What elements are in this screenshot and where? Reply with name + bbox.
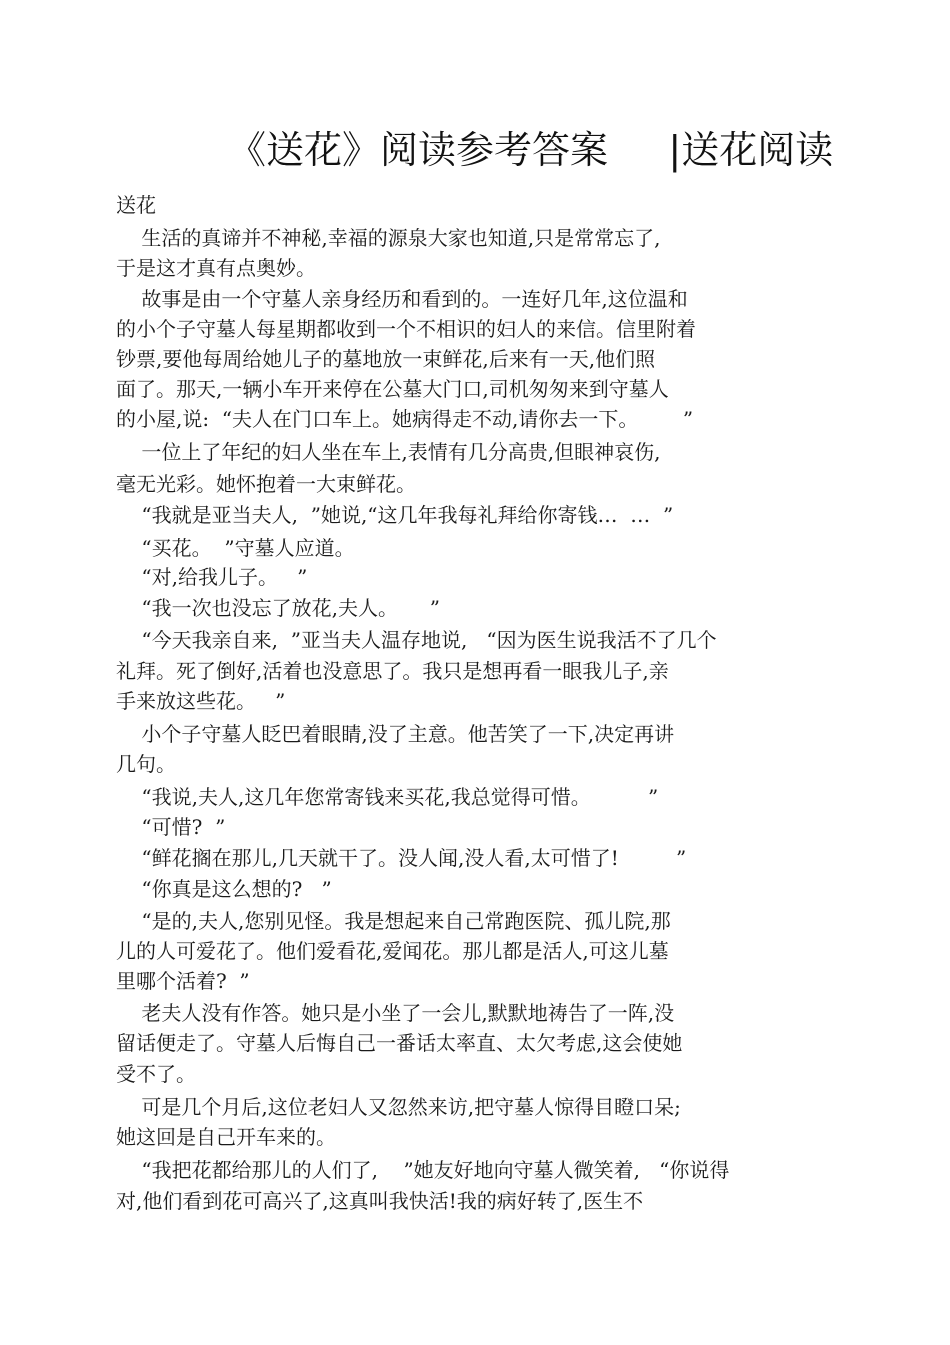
text-line: 于是这才真有点奥妙。: [116, 256, 316, 280]
text-line: 故事是由一个守墓人亲身经历和看到的。一连好几年,这位温和: [116, 287, 688, 311]
text-line: 几句。: [116, 752, 176, 776]
text-line: 她这回是自己开车来的。: [116, 1125, 336, 1149]
text-line: 的小个子守墓人每星期都收到一个不相识的妇人的来信。信里附着: [116, 317, 696, 341]
text-line: 里哪个活着? ”: [116, 969, 250, 993]
document-title: 《送花》阅读参考答案 |送花阅读: [228, 128, 834, 172]
text-line: 钞票,要他每周给她儿子的墓地放一束鲜花,后来有一天,他们照: [116, 347, 656, 371]
text-line: 手来放这些花。 ”: [116, 689, 286, 713]
text-line: “今天我亲自来, ”亚当夫人温存地说, “因为医生说我活不了几个: [116, 628, 717, 652]
text-line: “我把花都给那儿的人们了, ”她友好地向守墓人微笑着, “你说得: [116, 1158, 730, 1182]
text-line: 老夫人没有作答。她只是小坐了一会儿,默默地祷告了一阵,没: [116, 1001, 675, 1025]
text-line: 可是几个月后,这位老妇人又忽然来访,把守墓人惊得目瞪口呆;: [116, 1095, 681, 1119]
text-line: 留话便走了。守墓人后悔自己一番话太率直、太欠考虑,这会使她: [116, 1031, 683, 1055]
text-line: 送花: [116, 193, 156, 217]
text-line: 礼拜。死了倒好,活着也没意思了。我只是想再看一眼我儿子,亲: [116, 659, 669, 683]
text-line: 的小屋,说: “夫人在门口车上。她病得走不动,请你去一下。 ”: [116, 407, 694, 431]
text-line: “是的,夫人,您别见怪。我是想起来自己常跑医院、孤儿院,那: [116, 909, 671, 933]
text-line: “买花。 ”守墓人应道。: [116, 536, 355, 560]
text-line: “我一次也没忘了放花,夫人。 ”: [116, 596, 441, 620]
text-line: 面了。那天,一辆小车开来停在公墓大门口,司机匆匆来到守墓人: [116, 377, 669, 401]
text-line: “我说,夫人,这几年您常寄钱来买花,我总觉得可惜。 ”: [116, 785, 659, 809]
text-line: 一位上了年纪的妇人坐在车上,表情有几分高贵,但眼神哀伤,: [116, 440, 661, 464]
text-line: 对,他们看到花可高兴了,这真叫我快活!我的病好转了,医生不: [116, 1189, 644, 1213]
text-line: 受不了。: [116, 1062, 196, 1086]
text-line: 小个子守墓人眨巴着眼睛,没了主意。他苦笑了一下,决定再讲: [116, 722, 675, 746]
text-line: “可惜? ”: [116, 815, 226, 839]
text-line: 毫无光彩。她怀抱着一大束鲜花。: [116, 472, 416, 496]
text-line: “我就是亚当夫人, ”她说,“这几年我每礼拜给你寄钱… … ”: [116, 503, 674, 527]
text-line: 生活的真谛并不神秘,幸福的源泉大家也知道,只是常常忘了,: [116, 226, 661, 250]
text-line: “鲜花搁在那儿,几天就干了。没人闻,没人看,太可惜了! ”: [116, 846, 687, 870]
text-line: “对,给我儿子。 ”: [116, 565, 308, 589]
text-line: “你真是这么想的? ”: [116, 877, 332, 901]
text-line: 儿的人可爱花了。他们爱看花,爱闻花。那儿都是活人,可这儿墓: [116, 939, 669, 963]
